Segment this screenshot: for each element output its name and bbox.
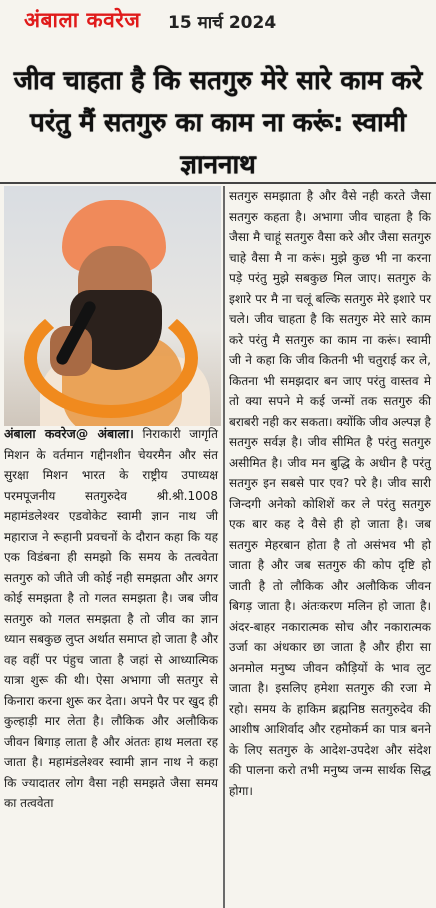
- issue-date: 15 मार्च 2024: [168, 13, 277, 33]
- newspaper-brand: अंबाला कवरेज: [24, 8, 141, 32]
- headline: जीव चाहता है कि सतगुरु मेरे सारे काम करे परंतु मैं सतगुरु का काम ना करूं: स्वामी ज्ञाननाथ: [13, 66, 423, 180]
- headline-divider: [0, 182, 436, 184]
- article-column-left: [4, 424, 218, 814]
- article-body-left: निराकारी जागृति मिशन के वर्तमान गद्दीनशीन चेयरमैन और संत सुरक्षा मिशन भारत के राष्ट्रीय उपाध्यक्ष परमपूजनीय सतगुरुदेव श्री.श्री.1008 महामंडलेश्वर एडवोकेट स्वामी ज्ञान नाथ जी महाराज ने रूहानी प्रवचनों के दौरान कहा कि यह एक विडंबना ही समझो कि समय के तत्ववेता सतगुरु को जीते जी कोई नही समझता और अगर कोई समझता है तो गलत समझता है। जब जीव सतगुरु को गलत समझता है तो जीव का ज्ञान ध्यान सबकुछ लुप्त अर्थात समाप्त हो जाता है और वह वहीं पर पंहुच जाता है जहां से आध्यात्मिक यात्रा शुरू की थी। ऐसा अभागा जी सतगुर से किनारा करना शुरू कर देता। अपने पैर पर खुद ही कुल्हाड़ी मार लेता है। लौकिक और अलौकिक जीवन बिगाड़ लाता है और अंततः हाथ मलता रह जाता है। महामंडलेश्वर स्वामी ज्ञान नाथ ने कहा कि ज्यादातर लोग वैसा नही समझते जैसा समय का तत्ववेता: [4, 427, 218, 810]
- column-divider: [223, 186, 225, 908]
- swami-photo: [4, 186, 221, 426]
- dateline: अंबाला कवरेज@ अंबाला।: [4, 426, 134, 441]
- masthead: [0, 0, 436, 40]
- article-body-right: सतगुरु समझाता है और वैसे नही करते जैसा सतगुरु कहता है। अभागा जीव चाहता है कि जैसा मै चाहूं सतगुरु वैसा करे और जैसा सतगुरु चाहे वैसा मै ना करूं। मुझे कुछ भी ना करना पड़े परंतु मुझे सबकुछ मिल जाए। सतगुरु के इशारे पर मै ना चलूं बल्कि सतगुरु मेरे इशारे पर चले। जीव चाहता है कि सतगुरु मेरे सारे काम करे परंतु मै सतगुरु का काम ना करूं। स्वामी जी ने कहा कि जीव कितनी भी चतुराई कर ले, कितना भी समझदार बन जाए परंतु वास्तव मे तो क्या सपने मे कई जन्मों तक सतगुरु की बराबरी नही कर सकता। क्योंकि जीव अल्पज्ञ है सतगुरु सर्वज्ञ है। जीव सीमित है परंतु सतगुरु असीमित है। जीव मन बुद्धि के अधीन है परंतु सतगुरु इन सबसे पार एव? परे है। जीव सारी जिन्दगी अनेको कोशिशें कर ले परंतु सतगुरु एक बार कह दे वैसे ही हो जाता है। जब सतगुरु मेहरबान होता है तो असंभव भी हो जाता है और जब सतगुरु की कोप दृष्टि हो जाती है तो लौकिक और अलौकिक जीवन बिगड़ जाता है। अंतःकरण मलिन हो जाता है। अंदर-बाहर नकारात्मक सोच और नकारात्मक उर्जा का अंधकार छा जाता है और हीरा सा अनमोल मनुष्य जीवन कौड़ियों के भाव लुट जाता है। इसलिए हमेशा सतगुरु की रजा मे रहो। समय के हाकिम ब्रह्मनिष्ठ सतगुरुदेव की आशीष आशिर्वाद और रहमोकर्म का पात्र बनने के लिए सतगुरु के आदेश-उपदेश और संदेश की पालना करो तभी मनुष्य जन्म सार्थक सिद्ध होगा।: [229, 189, 432, 798]
- article-column-right: [229, 186, 431, 801]
